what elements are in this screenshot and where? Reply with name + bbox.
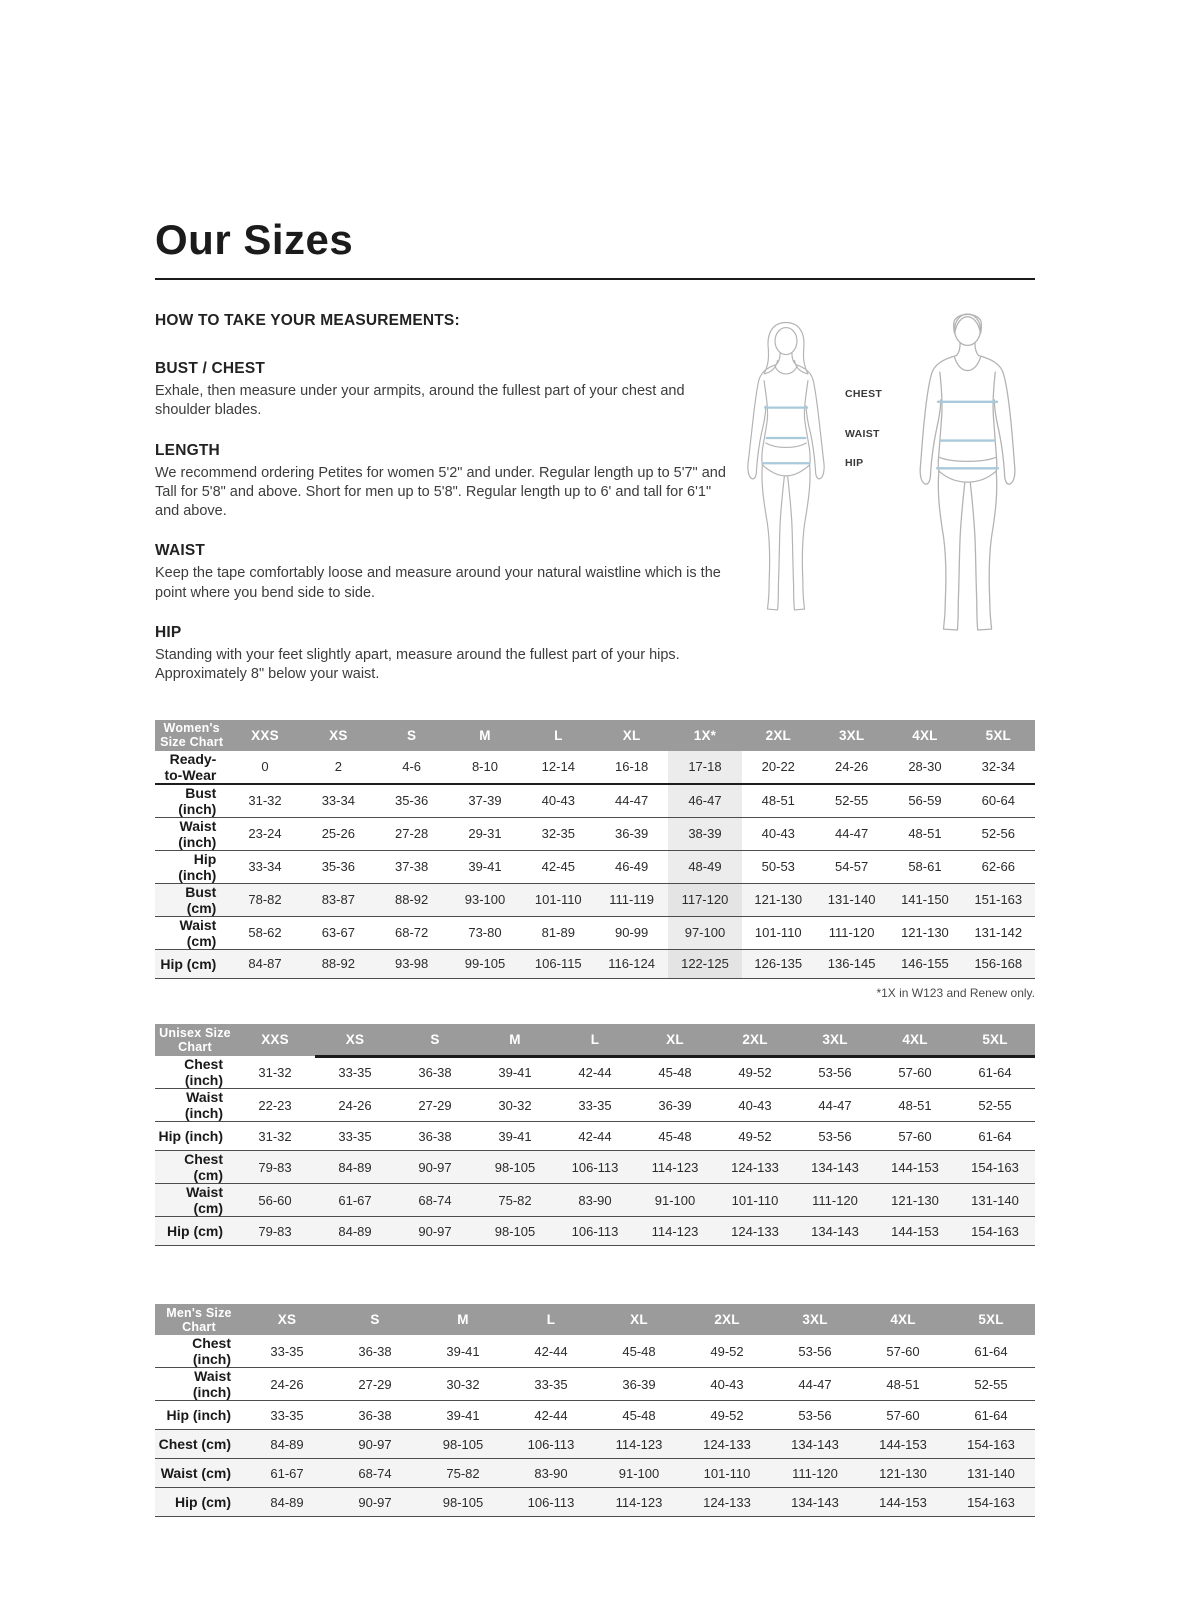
size-value-cell: 126-135 bbox=[742, 949, 815, 978]
size-value-cell: 29-31 bbox=[448, 817, 521, 850]
row-label: Chest (cm) bbox=[155, 1151, 235, 1184]
chest-label: CHEST bbox=[845, 388, 883, 400]
instruction-hip bbox=[155, 624, 727, 685]
size-value-cell: 39-41 bbox=[419, 1335, 507, 1368]
size-value-cell: 88-92 bbox=[302, 949, 375, 978]
size-value-cell: 88-92 bbox=[375, 883, 448, 916]
size-value-cell: 53-56 bbox=[771, 1335, 859, 1368]
size-value-cell: 53-56 bbox=[795, 1122, 875, 1151]
size-value-cell: 124-133 bbox=[683, 1430, 771, 1459]
size-value-cell: 90-97 bbox=[331, 1430, 419, 1459]
size-value-cell: 131-142 bbox=[962, 916, 1035, 949]
size-value-cell: 78-82 bbox=[228, 883, 301, 916]
size-value-cell: 83-90 bbox=[555, 1184, 635, 1217]
table-row bbox=[155, 751, 1035, 784]
size-value-cell: 136-145 bbox=[815, 949, 888, 978]
size-value-cell: 121-130 bbox=[875, 1184, 955, 1217]
size-value-cell: 49-52 bbox=[683, 1335, 771, 1368]
size-column-header: M bbox=[419, 1304, 507, 1335]
size-value-cell: 40-43 bbox=[522, 784, 595, 818]
size-value-cell: 58-61 bbox=[888, 850, 961, 883]
instruction-text: Exhale, then measure under your armpits, around the fullest part of your chest and shoulder blades. bbox=[155, 383, 685, 419]
size-value-cell: 44-47 bbox=[815, 817, 888, 850]
size-value-cell: 111-120 bbox=[771, 1459, 859, 1488]
how-to-heading: HOW TO TAKE YOUR MEASUREMENTS: bbox=[155, 312, 460, 329]
size-value-cell: 42-45 bbox=[522, 850, 595, 883]
size-value-cell: 79-83 bbox=[235, 1151, 315, 1184]
size-column-header: 4XL bbox=[859, 1304, 947, 1335]
size-value-cell: 33-35 bbox=[315, 1056, 395, 1089]
row-label: Waist (cm) bbox=[155, 916, 228, 949]
size-value-cell: 111-119 bbox=[595, 883, 668, 916]
size-value-cell: 22-23 bbox=[235, 1089, 315, 1122]
size-column-header: XS bbox=[302, 720, 375, 751]
size-value-cell: 33-35 bbox=[507, 1368, 595, 1401]
size-column-header: 2XL bbox=[742, 720, 815, 751]
size-value-cell: 114-123 bbox=[595, 1430, 683, 1459]
size-value-cell: 106-115 bbox=[522, 949, 595, 978]
table-row bbox=[155, 1430, 1035, 1459]
size-value-cell: 98-105 bbox=[419, 1430, 507, 1459]
size-value-cell: 24-26 bbox=[815, 751, 888, 784]
table-title: Women's Size Chart bbox=[155, 720, 228, 751]
size-value-cell: 84-89 bbox=[315, 1217, 395, 1246]
size-value-cell: 56-60 bbox=[235, 1184, 315, 1217]
page-title: Our Sizes bbox=[155, 216, 354, 263]
instruction-heading: HIP bbox=[155, 623, 182, 641]
size-value-cell: 134-143 bbox=[771, 1430, 859, 1459]
table-row bbox=[155, 1459, 1035, 1488]
size-value-cell: 33-35 bbox=[243, 1335, 331, 1368]
size-value-cell: 36-39 bbox=[595, 817, 668, 850]
size-value-cell: 144-153 bbox=[859, 1430, 947, 1459]
instruction-length bbox=[155, 442, 727, 522]
size-value-cell: 4-6 bbox=[375, 751, 448, 784]
size-value-cell: 42-44 bbox=[555, 1056, 635, 1089]
row-label: Chest (inch) bbox=[155, 1056, 235, 1089]
size-value-cell: 33-35 bbox=[315, 1122, 395, 1151]
size-value-cell: 57-60 bbox=[875, 1056, 955, 1089]
size-value-cell: 121-130 bbox=[742, 883, 815, 916]
measurement-instructions bbox=[155, 312, 727, 706]
size-value-cell: 101-110 bbox=[522, 883, 595, 916]
size-value-cell: 25-26 bbox=[302, 817, 375, 850]
size-value-cell: 68-72 bbox=[375, 916, 448, 949]
size-value-cell: 134-143 bbox=[795, 1217, 875, 1246]
size-value-cell: 98-105 bbox=[475, 1217, 555, 1246]
size-value-cell: 131-140 bbox=[947, 1459, 1035, 1488]
size-value-cell: 58-62 bbox=[228, 916, 301, 949]
size-value-cell: 36-39 bbox=[635, 1089, 715, 1122]
size-value-cell: 61-67 bbox=[315, 1184, 395, 1217]
size-value-cell: 27-29 bbox=[331, 1368, 419, 1401]
size-value-cell: 31-32 bbox=[228, 784, 301, 818]
table-title: Unisex Size Chart bbox=[155, 1024, 235, 1057]
size-value-cell: 121-130 bbox=[859, 1459, 947, 1488]
size-value-cell: 114-123 bbox=[595, 1488, 683, 1517]
size-value-cell: 0 bbox=[228, 751, 301, 784]
size-value-cell: 98-105 bbox=[419, 1488, 507, 1517]
table-row bbox=[155, 850, 1035, 883]
size-value-cell: 48-51 bbox=[742, 784, 815, 818]
size-value-cell: 53-56 bbox=[771, 1401, 859, 1430]
size-value-cell: 46-49 bbox=[595, 850, 668, 883]
size-column-header: 2XL bbox=[715, 1024, 795, 1057]
measurements-section bbox=[155, 312, 1035, 706]
size-value-cell: 36-38 bbox=[331, 1335, 419, 1368]
size-value-cell: 36-38 bbox=[395, 1122, 475, 1151]
size-value-cell: 39-41 bbox=[448, 850, 521, 883]
size-column-header: 3XL bbox=[795, 1024, 875, 1057]
size-value-cell: 83-87 bbox=[302, 883, 375, 916]
size-value-cell: 33-35 bbox=[555, 1089, 635, 1122]
size-value-cell: 61-64 bbox=[947, 1401, 1035, 1430]
size-column-header: 1X* bbox=[668, 720, 741, 751]
size-value-cell: 83-90 bbox=[507, 1459, 595, 1488]
size-value-cell: 39-41 bbox=[475, 1056, 555, 1089]
size-value-cell: 44-47 bbox=[795, 1089, 875, 1122]
table-header-row bbox=[155, 1024, 1035, 1057]
size-value-cell: 134-143 bbox=[771, 1488, 859, 1517]
table-row bbox=[155, 1184, 1035, 1217]
size-value-cell: 81-89 bbox=[522, 916, 595, 949]
size-column-header: S bbox=[375, 720, 448, 751]
size-value-cell: 111-120 bbox=[815, 916, 888, 949]
size-column-header: M bbox=[475, 1024, 555, 1057]
size-value-cell: 111-120 bbox=[795, 1184, 875, 1217]
size-value-cell: 101-110 bbox=[742, 916, 815, 949]
size-column-header: XL bbox=[595, 720, 668, 751]
size-column-header: 5XL bbox=[947, 1304, 1035, 1335]
size-value-cell: 45-48 bbox=[595, 1335, 683, 1368]
size-value-cell: 30-32 bbox=[475, 1089, 555, 1122]
row-label: Hip (cm) bbox=[155, 1488, 243, 1517]
size-value-cell: 33-34 bbox=[302, 784, 375, 818]
size-value-cell: 124-133 bbox=[715, 1217, 795, 1246]
size-column-header: 2XL bbox=[683, 1304, 771, 1335]
size-value-cell: 54-57 bbox=[815, 850, 888, 883]
size-value-cell: 131-140 bbox=[815, 883, 888, 916]
size-value-cell: 32-35 bbox=[522, 817, 595, 850]
table-row bbox=[155, 883, 1035, 916]
row-label: Chest (inch) bbox=[155, 1335, 243, 1368]
size-value-cell: 48-51 bbox=[859, 1368, 947, 1401]
hip-label: HIP bbox=[845, 457, 864, 469]
size-value-cell: 61-64 bbox=[955, 1122, 1035, 1151]
size-value-cell: 45-48 bbox=[595, 1401, 683, 1430]
size-value-cell: 121-130 bbox=[888, 916, 961, 949]
size-column-header: 3XL bbox=[771, 1304, 859, 1335]
size-value-cell: 28-30 bbox=[888, 751, 961, 784]
size-value-cell: 2 bbox=[302, 751, 375, 784]
size-value-cell: 141-150 bbox=[888, 883, 961, 916]
size-column-header: S bbox=[331, 1304, 419, 1335]
size-value-cell: 39-41 bbox=[475, 1122, 555, 1151]
size-value-cell: 46-47 bbox=[668, 784, 741, 818]
size-value-cell: 114-123 bbox=[635, 1151, 715, 1184]
size-value-cell: 146-155 bbox=[888, 949, 961, 978]
size-value-cell: 40-43 bbox=[715, 1089, 795, 1122]
size-value-cell: 24-26 bbox=[243, 1368, 331, 1401]
table-header-row bbox=[155, 1304, 1035, 1335]
size-value-cell: 30-32 bbox=[419, 1368, 507, 1401]
size-value-cell: 45-48 bbox=[635, 1122, 715, 1151]
row-label: Hip (cm) bbox=[155, 1217, 235, 1246]
row-label: Hip (inch) bbox=[155, 1122, 235, 1151]
mens-size-chart-table bbox=[155, 1304, 1035, 1517]
title-divider bbox=[155, 278, 1035, 280]
size-value-cell: 38-39 bbox=[668, 817, 741, 850]
size-value-cell: 57-60 bbox=[875, 1122, 955, 1151]
size-value-cell: 20-22 bbox=[742, 751, 815, 784]
size-value-cell: 101-110 bbox=[683, 1459, 771, 1488]
table-row bbox=[155, 1401, 1035, 1430]
size-value-cell: 27-28 bbox=[375, 817, 448, 850]
size-value-cell: 117-120 bbox=[668, 883, 741, 916]
instruction-text: Standing with your feet slightly apart, measure around the fullest part of your hips. Approximately 8" below your waist. bbox=[155, 646, 680, 683]
size-value-cell: 50-53 bbox=[742, 850, 815, 883]
size-value-cell: 35-36 bbox=[302, 850, 375, 883]
size-value-cell: 31-32 bbox=[235, 1056, 315, 1089]
size-column-header: 4XL bbox=[875, 1024, 955, 1057]
size-value-cell: 52-55 bbox=[947, 1368, 1035, 1401]
instruction-heading: BUST / CHEST bbox=[155, 360, 266, 377]
size-value-cell: 23-24 bbox=[228, 817, 301, 850]
size-value-cell: 52-55 bbox=[815, 784, 888, 818]
female-figure-illustration bbox=[727, 292, 845, 652]
size-value-cell: 27-29 bbox=[395, 1089, 475, 1122]
size-column-header: 5XL bbox=[955, 1024, 1035, 1057]
womens-size-chart-table bbox=[155, 720, 1035, 979]
size-value-cell: 45-48 bbox=[635, 1056, 715, 1089]
instruction-text: Keep the tape comfortably loose and measure around your natural waistline which is the point where you bend side to side. bbox=[155, 565, 721, 601]
size-value-cell: 48-49 bbox=[668, 850, 741, 883]
size-value-cell: 44-47 bbox=[595, 784, 668, 818]
size-value-cell: 32-34 bbox=[962, 751, 1035, 784]
size-value-cell: 16-18 bbox=[595, 751, 668, 784]
size-value-cell: 68-74 bbox=[331, 1459, 419, 1488]
instruction-bust-chest bbox=[155, 360, 727, 421]
size-value-cell: 61-64 bbox=[947, 1335, 1035, 1368]
table-row bbox=[155, 949, 1035, 978]
size-column-header: XS bbox=[243, 1304, 331, 1335]
size-column-header: L bbox=[555, 1024, 635, 1057]
table-title: Men's Size Chart bbox=[155, 1304, 243, 1335]
size-value-cell: 144-153 bbox=[875, 1217, 955, 1246]
instruction-heading: WAIST bbox=[155, 542, 206, 560]
size-value-cell: 154-163 bbox=[947, 1430, 1035, 1459]
size-value-cell: 37-39 bbox=[448, 784, 521, 818]
size-column-header: XXS bbox=[228, 720, 301, 751]
size-value-cell: 63-67 bbox=[302, 916, 375, 949]
size-value-cell: 84-89 bbox=[243, 1488, 331, 1517]
size-value-cell: 90-99 bbox=[595, 916, 668, 949]
size-value-cell: 48-51 bbox=[875, 1089, 955, 1122]
size-value-cell: 49-52 bbox=[715, 1122, 795, 1151]
size-value-cell: 52-56 bbox=[962, 817, 1035, 850]
size-value-cell: 75-82 bbox=[475, 1184, 555, 1217]
row-label: Waist (inch) bbox=[155, 1089, 235, 1122]
size-value-cell: 124-133 bbox=[715, 1151, 795, 1184]
size-column-header: XL bbox=[635, 1024, 715, 1057]
size-value-cell: 62-66 bbox=[962, 850, 1035, 883]
size-value-cell: 134-143 bbox=[795, 1151, 875, 1184]
table-row bbox=[155, 1122, 1035, 1151]
size-column-header: M bbox=[448, 720, 521, 751]
size-value-cell: 90-97 bbox=[331, 1488, 419, 1517]
size-value-cell: 56-59 bbox=[888, 784, 961, 818]
size-value-cell: 144-153 bbox=[875, 1151, 955, 1184]
size-value-cell: 31-32 bbox=[235, 1122, 315, 1151]
size-value-cell: 57-60 bbox=[859, 1401, 947, 1430]
size-value-cell: 36-38 bbox=[331, 1401, 419, 1430]
size-value-cell: 40-43 bbox=[683, 1368, 771, 1401]
size-value-cell: 98-105 bbox=[475, 1151, 555, 1184]
row-label: Waist (cm) bbox=[155, 1184, 235, 1217]
size-value-cell: 84-89 bbox=[243, 1430, 331, 1459]
row-label: Waist (cm) bbox=[155, 1459, 243, 1488]
row-label: Waist (inch) bbox=[155, 1368, 243, 1401]
size-value-cell: 151-163 bbox=[962, 883, 1035, 916]
size-value-cell: 48-51 bbox=[888, 817, 961, 850]
size-value-cell: 17-18 bbox=[668, 751, 741, 784]
size-value-cell: 79-83 bbox=[235, 1217, 315, 1246]
size-value-cell: 33-35 bbox=[243, 1401, 331, 1430]
table-row bbox=[155, 1488, 1035, 1517]
size-column-header: XL bbox=[595, 1304, 683, 1335]
size-value-cell: 24-26 bbox=[315, 1089, 395, 1122]
size-value-cell: 106-113 bbox=[507, 1430, 595, 1459]
size-value-cell: 90-97 bbox=[395, 1151, 475, 1184]
size-column-header: 4XL bbox=[888, 720, 961, 751]
size-value-cell: 106-113 bbox=[555, 1217, 635, 1246]
size-value-cell: 106-113 bbox=[507, 1488, 595, 1517]
size-value-cell: 44-47 bbox=[771, 1368, 859, 1401]
size-value-cell: 57-60 bbox=[859, 1335, 947, 1368]
table-row bbox=[155, 817, 1035, 850]
size-value-cell: 12-14 bbox=[522, 751, 595, 784]
size-column-header: XS bbox=[315, 1024, 395, 1057]
size-column-header: 5XL bbox=[962, 720, 1035, 751]
size-value-cell: 36-38 bbox=[395, 1056, 475, 1089]
size-value-cell: 33-34 bbox=[228, 850, 301, 883]
size-column-header: L bbox=[522, 720, 595, 751]
size-value-cell: 42-44 bbox=[555, 1122, 635, 1151]
table-row bbox=[155, 916, 1035, 949]
row-label: Hip (inch) bbox=[155, 850, 228, 883]
instruction-heading: LENGTH bbox=[155, 441, 220, 459]
table-row bbox=[155, 784, 1035, 818]
size-value-cell: 154-163 bbox=[955, 1217, 1035, 1246]
size-value-cell: 61-64 bbox=[955, 1056, 1035, 1089]
size-value-cell: 91-100 bbox=[635, 1184, 715, 1217]
size-value-cell: 84-89 bbox=[315, 1151, 395, 1184]
size-value-cell: 61-67 bbox=[243, 1459, 331, 1488]
row-label: Ready-to-Wear bbox=[155, 751, 228, 784]
instruction-text: We recommend ordering Petites for women 5'2" and under. Regular length up to 5'7" and Tall for 5'8" and above. Short for men up to 5'8". Regular length up to 6' and tall for 6'1" and above. bbox=[155, 464, 726, 520]
size-value-cell: 124-133 bbox=[683, 1488, 771, 1517]
size-value-cell: 35-36 bbox=[375, 784, 448, 818]
size-value-cell: 42-44 bbox=[507, 1335, 595, 1368]
size-value-cell: 53-56 bbox=[795, 1056, 875, 1089]
table-row bbox=[155, 1089, 1035, 1122]
size-value-cell: 39-41 bbox=[419, 1401, 507, 1430]
size-column-header: 3XL bbox=[815, 720, 888, 751]
table-row bbox=[155, 1217, 1035, 1246]
size-value-cell: 154-163 bbox=[955, 1151, 1035, 1184]
row-label: Chest (cm) bbox=[155, 1430, 243, 1459]
size-value-cell: 156-168 bbox=[962, 949, 1035, 978]
size-value-cell: 40-43 bbox=[742, 817, 815, 850]
measurement-figures bbox=[727, 292, 1035, 652]
size-value-cell: 60-64 bbox=[962, 784, 1035, 818]
waist-label: WAIST bbox=[845, 428, 880, 440]
size-value-cell: 131-140 bbox=[955, 1184, 1035, 1217]
size-value-cell: 116-124 bbox=[595, 949, 668, 978]
row-label: Waist (inch) bbox=[155, 817, 228, 850]
size-value-cell: 93-98 bbox=[375, 949, 448, 978]
size-value-cell: 90-97 bbox=[395, 1217, 475, 1246]
size-value-cell: 91-100 bbox=[595, 1459, 683, 1488]
unisex-size-chart-table bbox=[155, 1024, 1035, 1247]
size-value-cell: 99-105 bbox=[448, 949, 521, 978]
male-figure-illustration bbox=[901, 292, 1035, 652]
size-value-cell: 93-100 bbox=[448, 883, 521, 916]
size-value-cell: 144-153 bbox=[859, 1488, 947, 1517]
size-column-header: S bbox=[395, 1024, 475, 1057]
size-value-cell: 42-44 bbox=[507, 1401, 595, 1430]
size-value-cell: 84-87 bbox=[228, 949, 301, 978]
size-value-cell: 73-80 bbox=[448, 916, 521, 949]
size-value-cell: 122-125 bbox=[668, 949, 741, 978]
figure-measure-labels bbox=[845, 292, 901, 652]
size-value-cell: 75-82 bbox=[419, 1459, 507, 1488]
size-value-cell: 106-113 bbox=[555, 1151, 635, 1184]
size-column-header: XXS bbox=[235, 1024, 315, 1057]
row-label: Hip (inch) bbox=[155, 1401, 243, 1430]
row-label: Bust (cm) bbox=[155, 883, 228, 916]
size-value-cell: 8-10 bbox=[448, 751, 521, 784]
size-value-cell: 68-74 bbox=[395, 1184, 475, 1217]
size-value-cell: 52-55 bbox=[955, 1089, 1035, 1122]
instruction-waist bbox=[155, 542, 727, 603]
size-value-cell: 49-52 bbox=[715, 1056, 795, 1089]
table-row bbox=[155, 1368, 1035, 1401]
size-column-header: L bbox=[507, 1304, 595, 1335]
table-row bbox=[155, 1151, 1035, 1184]
table-header-row bbox=[155, 720, 1035, 751]
row-label: Bust (inch) bbox=[155, 784, 228, 818]
size-value-cell: 49-52 bbox=[683, 1401, 771, 1430]
size-value-cell: 97-100 bbox=[668, 916, 741, 949]
table-row bbox=[155, 1335, 1035, 1368]
size-value-cell: 114-123 bbox=[635, 1217, 715, 1246]
size-value-cell: 101-110 bbox=[715, 1184, 795, 1217]
size-value-cell: 37-38 bbox=[375, 850, 448, 883]
size-value-cell: 36-39 bbox=[595, 1368, 683, 1401]
row-label: Hip (cm) bbox=[155, 949, 228, 978]
womens-chart-footnote: *1X in W123 and Renew only. bbox=[876, 985, 1035, 1000]
size-value-cell: 154-163 bbox=[947, 1488, 1035, 1517]
table-row bbox=[155, 1056, 1035, 1089]
